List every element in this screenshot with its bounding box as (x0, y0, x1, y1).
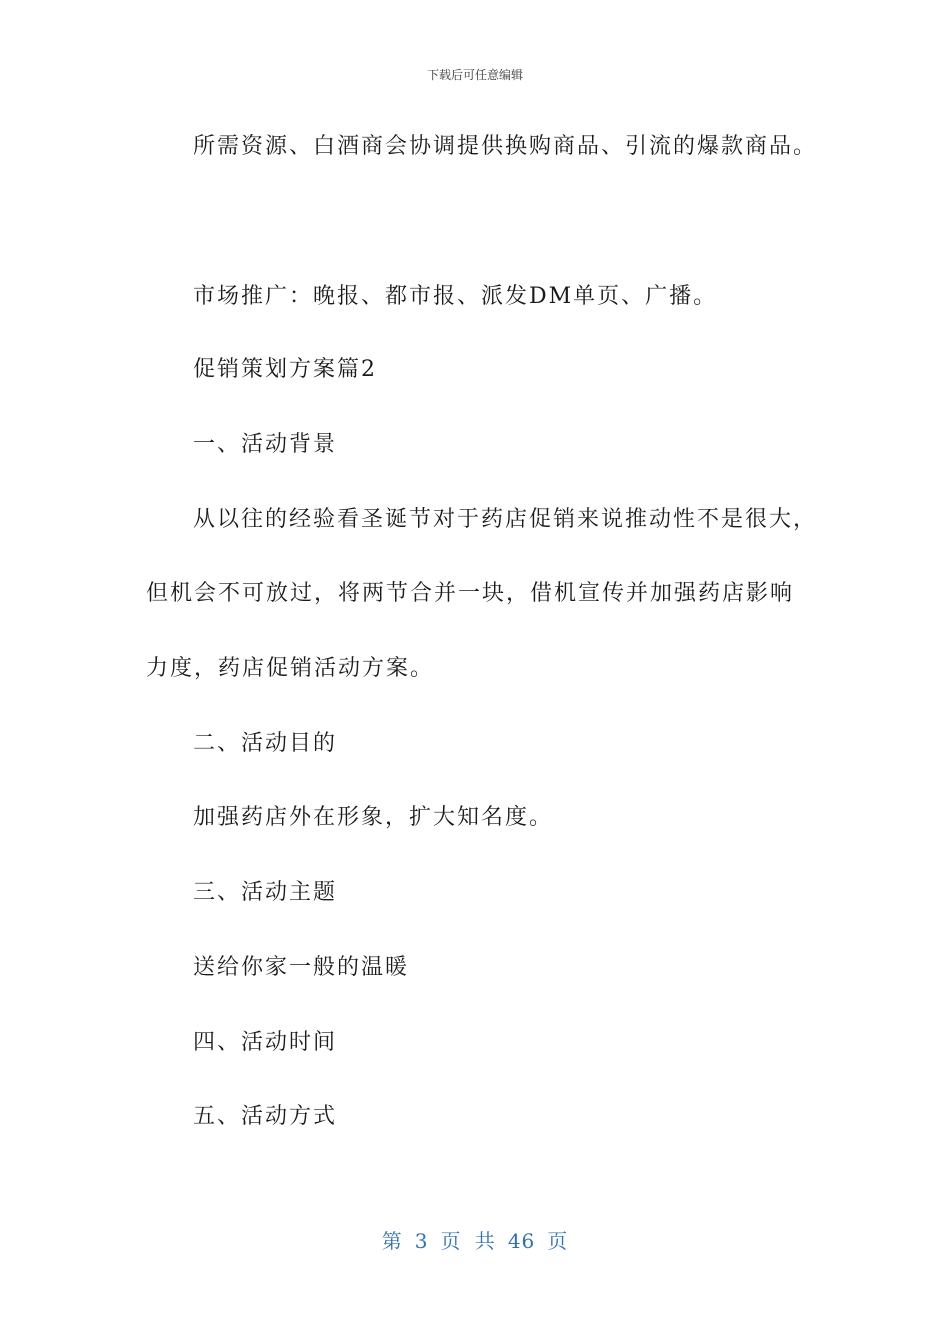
footer-middle: 页 共 (440, 1229, 496, 1253)
page-footer (0, 1225, 950, 1254)
footer-prefix: 第 (381, 1229, 403, 1253)
body-paragraph: 从以往的经验看圣诞节对于药店促销来说推动性不是很大， (193, 507, 818, 532)
section-heading: 二、活动目的 (193, 731, 338, 756)
section-heading: 三、活动主题 (193, 880, 338, 905)
section-heading: 一、活动背景 (193, 432, 338, 457)
page-header-note: 下载后可任意编辑 (426, 68, 523, 82)
body-paragraph: 但机会不可放过，将两节合并一块，借机宣传并加强药店影响 (146, 581, 795, 606)
section-heading: 五、活动方式 (193, 1104, 338, 1129)
body-paragraph: 力度，药店促销活动方案。 (146, 656, 435, 681)
section-heading: 四、活动时间 (193, 1030, 338, 1055)
footer-suffix: 页 (547, 1229, 569, 1253)
footer-current-page: 3 (414, 1229, 429, 1253)
footer-total-pages: 46 (507, 1229, 536, 1253)
body-paragraph: 市场推广：晚报、都市报、派发DM单页、广播。 (193, 284, 718, 309)
body-paragraph: 所需资源、白酒商会协调提供换购商品、引流的爆款商品。 (193, 134, 818, 159)
body-paragraph: 送给你家一般的温暖 (193, 955, 410, 980)
section-heading: 促销策划方案篇2 (193, 357, 377, 382)
body-paragraph: 加强药店外在形象，扩大知名度。 (193, 805, 554, 830)
